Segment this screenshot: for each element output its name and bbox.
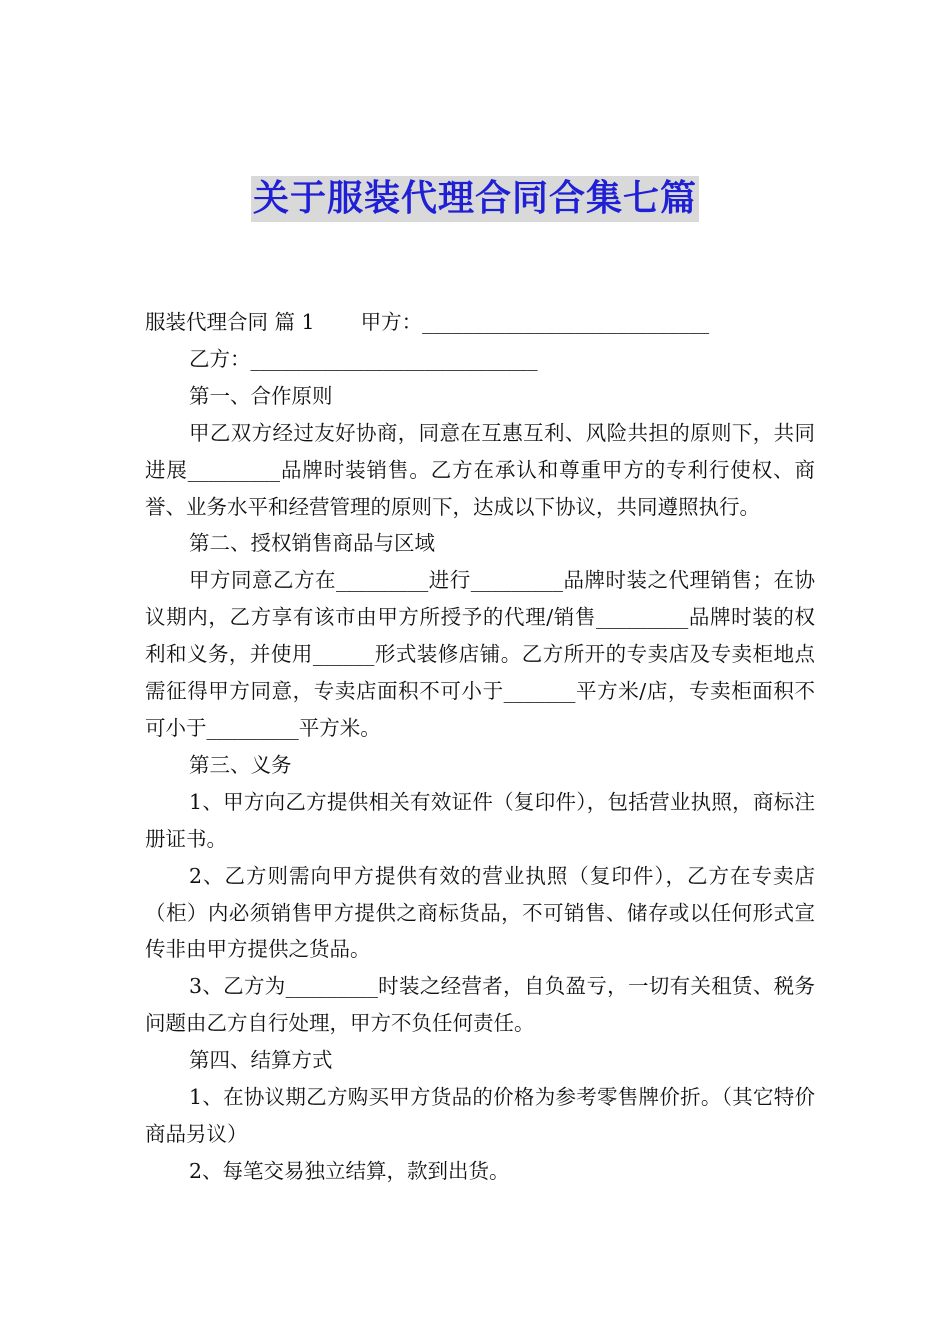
paragraph: 甲乙双方经过友好协商，同意在互惠互利、风险共担的原则下，共同进展_________品牌时装销售。乙方在承认和尊重甲方的专利行使权、商誉、业务水平和经营管理的原则下，达成以下协议，共同遵照执行。 xyxy=(145,420,815,519)
section-heading: 第二、授权销售商品与区域 xyxy=(189,531,435,556)
paragraph: 2、乙方则需向甲方提供有效的营业执照（复印件），乙方在专卖店（柜）内必须销售甲方提供之商标货品，不可销售、储存或以任何形式宣传非由甲方提供之货品。 xyxy=(145,863,815,962)
paragraph: 甲方同意乙方在_________进行_________品牌时装之代理销售；在协议期内，乙方享有该市由甲方所授予的代理/销售_________品牌时装的权利和义务，并使用______形式装修店铺。乙方所开的专卖店及专卖柜地点需征得甲方同意，专卖店面积不可小于_______平方米/店，专卖柜面积不可小于_________平方米。 xyxy=(145,568,815,740)
paragraph: 1、甲方向乙方提供相关有效证件（复印件），包括营业执照，商标注册证书。 xyxy=(145,789,815,851)
contract-header-line xyxy=(145,304,815,341)
paragraph: 2、每笔交易独立结算，款到出货。 xyxy=(189,1158,510,1183)
party-a-line: 甲方：____________________________ xyxy=(360,310,710,334)
title-container xyxy=(0,176,950,222)
section-heading: 第一、合作原则 xyxy=(189,383,333,408)
paragraph: 3、乙方为_________时装之经营者，自负盈亏，一切有关租赁、税务问题由乙方自行处理，甲方不负任何责任。 xyxy=(145,974,815,1036)
document-title: 关于服装代理合同合集七篇 xyxy=(251,176,699,222)
contract-header-label: 服装代理合同 篇 1 xyxy=(145,310,315,334)
section-heading: 第四、结算方式 xyxy=(189,1048,333,1073)
party-b-line: 乙方：____________________________ xyxy=(189,346,538,371)
document-body xyxy=(145,304,815,1190)
paragraph: 1、在协议期乙方购买甲方货品的价格为参考零售牌价折。（其它特价商品另议） xyxy=(145,1085,815,1146)
section-heading: 第三、义务 xyxy=(189,752,292,777)
